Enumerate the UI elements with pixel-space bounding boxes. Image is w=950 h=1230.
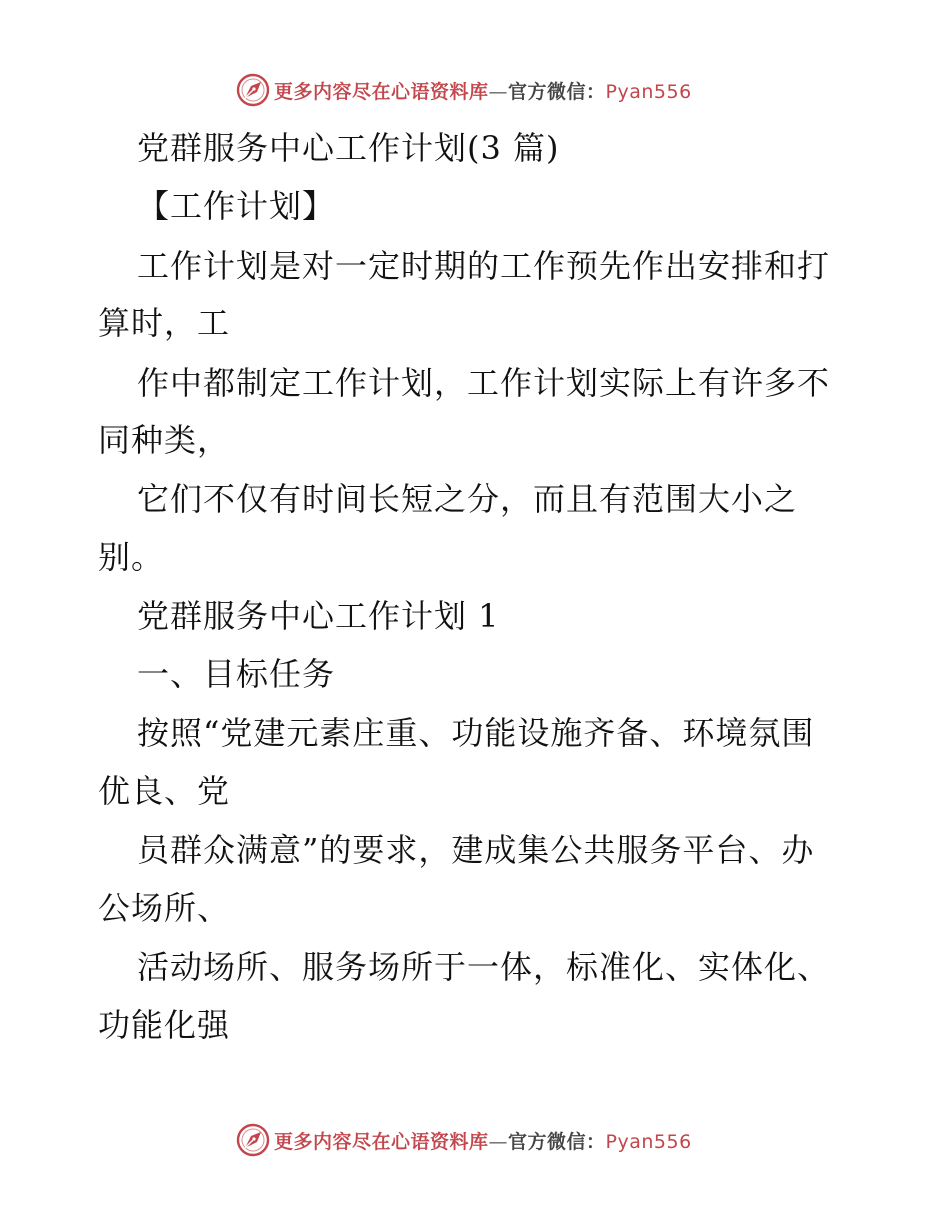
paragraph-line: 工作计划是对一定时期的工作预先作出安排和打 bbox=[137, 247, 831, 285]
paragraph-line: 功能化强 bbox=[98, 1006, 231, 1044]
banner-wechat-label: 官方微信： bbox=[508, 1130, 606, 1153]
paragraph-line: 同种类， bbox=[98, 421, 231, 459]
paragraph-line: 按照“党建元素庄重、功能设施齐备、环境氛围 bbox=[137, 714, 815, 752]
banner-separator: — bbox=[488, 80, 509, 103]
header-watermark-banner bbox=[236, 73, 692, 107]
footer-watermark-banner bbox=[236, 1123, 692, 1157]
paragraph-line: 优良、党 bbox=[98, 772, 231, 810]
section-heading: 【工作计划】 bbox=[137, 187, 336, 225]
banner-wechat-label: 官方微信： bbox=[508, 80, 606, 103]
paragraph-line: 别。 bbox=[98, 538, 165, 576]
pen-nib-logo-icon bbox=[236, 1123, 270, 1157]
paragraph-line: 活动场所、服务场所于一体，标准化、实体化、 bbox=[137, 948, 831, 986]
subsection-title: 党群服务中心工作计划 1 bbox=[137, 597, 500, 635]
banner-site-name: 更多内容尽在心语资料库 bbox=[274, 80, 489, 103]
pen-nib-logo-icon bbox=[236, 73, 270, 107]
banner-site-name: 更多内容尽在心语资料库 bbox=[274, 1130, 489, 1153]
paragraph-line: 它们不仅有时间长短之分，而且有范围大小之 bbox=[137, 480, 798, 518]
banner-wechat-id: Pyan556 bbox=[605, 1130, 692, 1153]
paragraph-line: 作中都制定工作计划，工作计划实际上有许多不 bbox=[137, 364, 831, 402]
banner-wechat-id: Pyan556 bbox=[605, 80, 692, 103]
banner-separator: — bbox=[488, 1130, 509, 1153]
paragraph-line: 公场所、 bbox=[98, 889, 231, 927]
paragraph-line: 算时，工 bbox=[98, 304, 231, 342]
document-title: 党群服务中心工作计划(3 篇) bbox=[137, 129, 560, 167]
numbered-heading: 一、目标任务 bbox=[137, 655, 336, 693]
paragraph-line: 员群众满意”的要求，建成集公共服务平台、办 bbox=[137, 831, 815, 869]
